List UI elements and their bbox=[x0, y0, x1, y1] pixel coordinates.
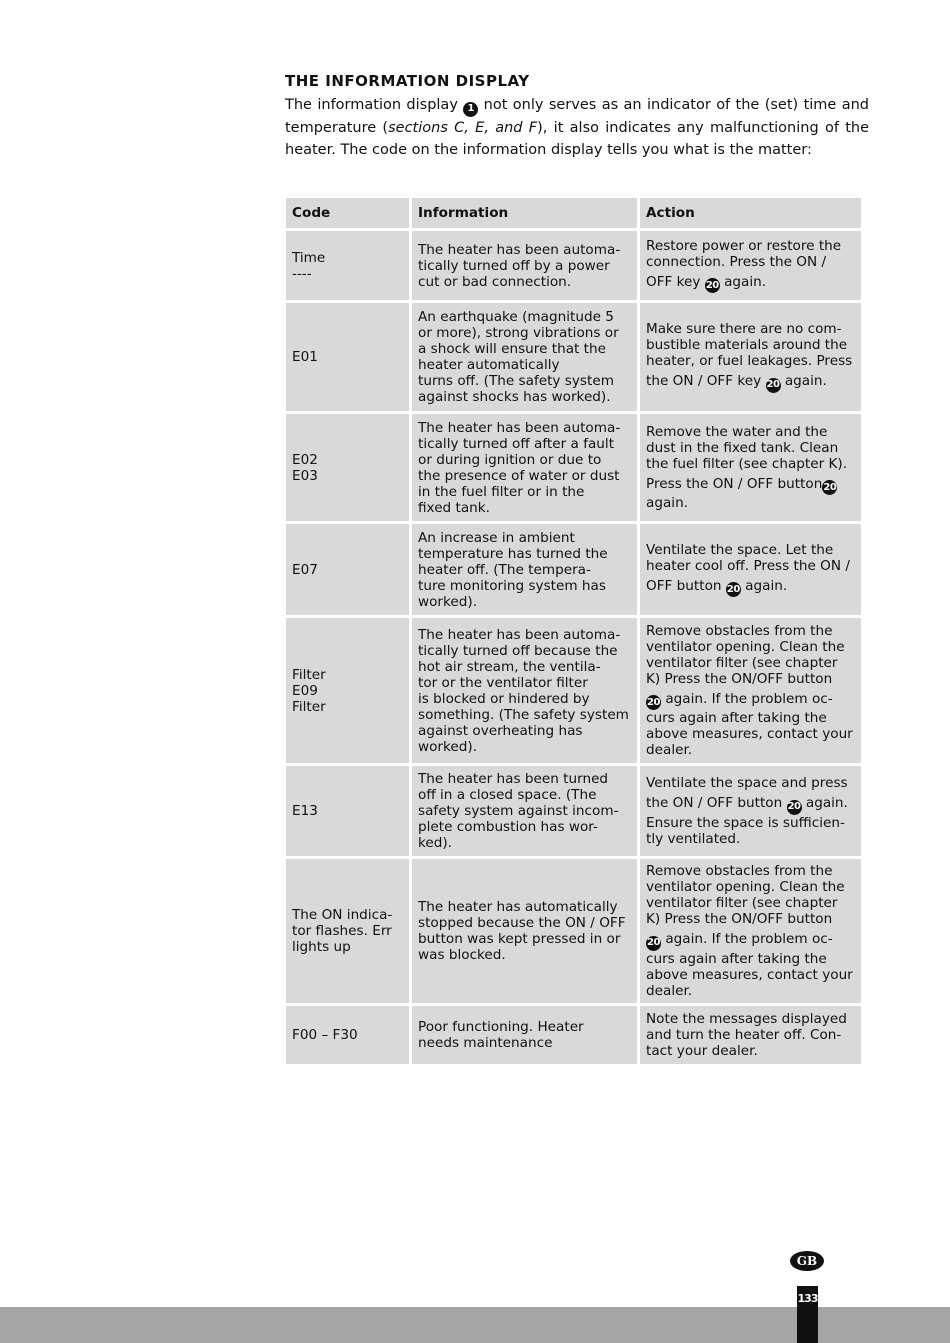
table-header-row bbox=[286, 198, 861, 228]
intro-text-3: ), it also indicates any malfunctioning of the heater. The code on the information display tells you what is the matter: bbox=[285, 119, 869, 158]
header-code: Code bbox=[286, 198, 409, 228]
cell-code: E01 bbox=[286, 303, 409, 411]
action-text: Restore power or restore the connection. Press the ON / bbox=[646, 237, 842, 270]
action-text: Ventilate the space. Let the heater cool off. Press the ON / bbox=[646, 541, 850, 574]
cell-action bbox=[640, 618, 861, 763]
page-number: 133 bbox=[797, 1292, 818, 1305]
language-badge: GB bbox=[790, 1251, 824, 1271]
action-text-after: again. bbox=[780, 373, 827, 390]
action-text-after: again. If the problem oc- curs again after taking the above measures, contact your dealer. bbox=[646, 690, 853, 759]
cell-action bbox=[640, 231, 861, 300]
table-row bbox=[286, 618, 861, 763]
on-off-button-icon: 20 bbox=[726, 582, 741, 597]
action-text-after: again. If the problem oc- curs again after taking the above measures, contact your dealer. bbox=[646, 931, 853, 999]
action-text-after: again. bbox=[740, 577, 788, 594]
action-text-after: again. bbox=[646, 495, 689, 512]
action-text-before: the ON / OFF key bbox=[646, 373, 766, 390]
cell-code: Filter E09 Filter bbox=[286, 618, 409, 763]
cell-code: E13 bbox=[286, 766, 409, 856]
cell-information: The heater has been turned off in a closed space. (The safety system against incom- plete combustion has wor- ked). bbox=[412, 766, 637, 856]
header-information: Information bbox=[412, 198, 637, 228]
on-off-button-icon: 20 bbox=[646, 695, 661, 710]
intro-paragraph bbox=[285, 94, 869, 161]
action-text: Note the messages displayed and turn the heater off. Con- tact your dealer. bbox=[646, 1011, 847, 1059]
on-off-button-icon: 20 bbox=[822, 480, 837, 495]
cell-information: An earthquake (magnitude 5 or more), strong vibrations or a shock will ensure that the heater automatically turns off. (The safety system against shocks has worked). bbox=[412, 303, 637, 411]
action-text: Remove the water and the dust in the fixed tank. Clean the fuel filter (see chapter K). bbox=[646, 423, 848, 472]
cell-information: The heater has been automa- tically turned off after a fault or during ignition or due to the presence of water or dust in the fuel filter or in the fixed tank. bbox=[412, 414, 637, 521]
section-heading: THE INFORMATION DISPLAY bbox=[285, 72, 530, 90]
table-row bbox=[286, 1006, 861, 1064]
cell-action bbox=[640, 303, 861, 411]
cell-code: The ON indica- tor flashes. Err lights up bbox=[286, 859, 409, 1003]
cell-code: Time ---- bbox=[286, 231, 409, 300]
cell-action bbox=[640, 859, 861, 1003]
cell-information: The heater has automatically stopped because the ON / OFF button was kept pressed in or was blocked. bbox=[412, 859, 637, 1003]
table-row bbox=[286, 414, 861, 521]
action-text: Make sure there are no com- bustible materials around the heater, or fuel leakages. Press bbox=[646, 321, 853, 370]
intro-text-1: The information display bbox=[285, 97, 464, 113]
table-row bbox=[286, 303, 861, 411]
cell-information: The heater has been automa- tically turned off because the hot air stream, the ventila- tor or the ventilator filter is blocked or hindered by something. (The safety system against overheating has worked). bbox=[412, 618, 637, 763]
cell-action bbox=[640, 766, 861, 856]
cell-code: F00 – F30 bbox=[286, 1006, 409, 1064]
cell-action bbox=[640, 1006, 861, 1064]
on-off-key-icon: 20 bbox=[705, 278, 720, 293]
display-reference-icon: 1 bbox=[463, 102, 478, 117]
cell-information: Poor functioning. Heater needs maintenance bbox=[412, 1006, 637, 1064]
table-row bbox=[286, 859, 861, 1003]
action-text-before: Press the ON / OFF button bbox=[646, 475, 823, 492]
header-action: Action bbox=[640, 198, 861, 228]
action-text: Remove obstacles from the ventilator opening. Clean the ventilator filter (see chapter K) Press the ON/OFF button bbox=[646, 622, 845, 687]
action-text: Remove obstacles from the ventilator opening. Clean the ventilator filter (see chapter K) Press the ON/OFF button bbox=[646, 863, 845, 928]
cell-code: E02 E03 bbox=[286, 414, 409, 521]
on-off-key-icon: 20 bbox=[766, 378, 781, 393]
cell-information: An increase in ambient temperature has turned the heater off. (The tempera- ture monitoring system has worked). bbox=[412, 524, 637, 615]
intro-text-2: not only serves as an indicator of the (set) time and temperature ( bbox=[285, 97, 869, 136]
cell-action bbox=[640, 414, 861, 521]
cell-information: The heater has been automa- tically turned off by a power cut or bad connection. bbox=[412, 231, 637, 300]
action-text-after: again. Ensure the space is sufficien- tly ventilated. bbox=[646, 795, 848, 847]
action-text-after: again. bbox=[719, 273, 767, 290]
table-row bbox=[286, 524, 861, 615]
action-text: Ventilate the space and press bbox=[646, 775, 848, 792]
action-text-before: OFF button bbox=[646, 577, 726, 594]
cell-action bbox=[640, 524, 861, 615]
on-off-button-icon: 20 bbox=[787, 800, 802, 815]
action-text-before: OFF key bbox=[646, 273, 705, 290]
action-text-before: the ON / OFF button bbox=[646, 795, 787, 812]
on-off-button-icon: 20 bbox=[646, 936, 661, 951]
table-row bbox=[286, 231, 861, 300]
table-row bbox=[286, 766, 861, 856]
error-code-table bbox=[283, 195, 864, 1067]
intro-sections: sections C, E, and F bbox=[388, 119, 538, 136]
cell-code: E07 bbox=[286, 524, 409, 615]
